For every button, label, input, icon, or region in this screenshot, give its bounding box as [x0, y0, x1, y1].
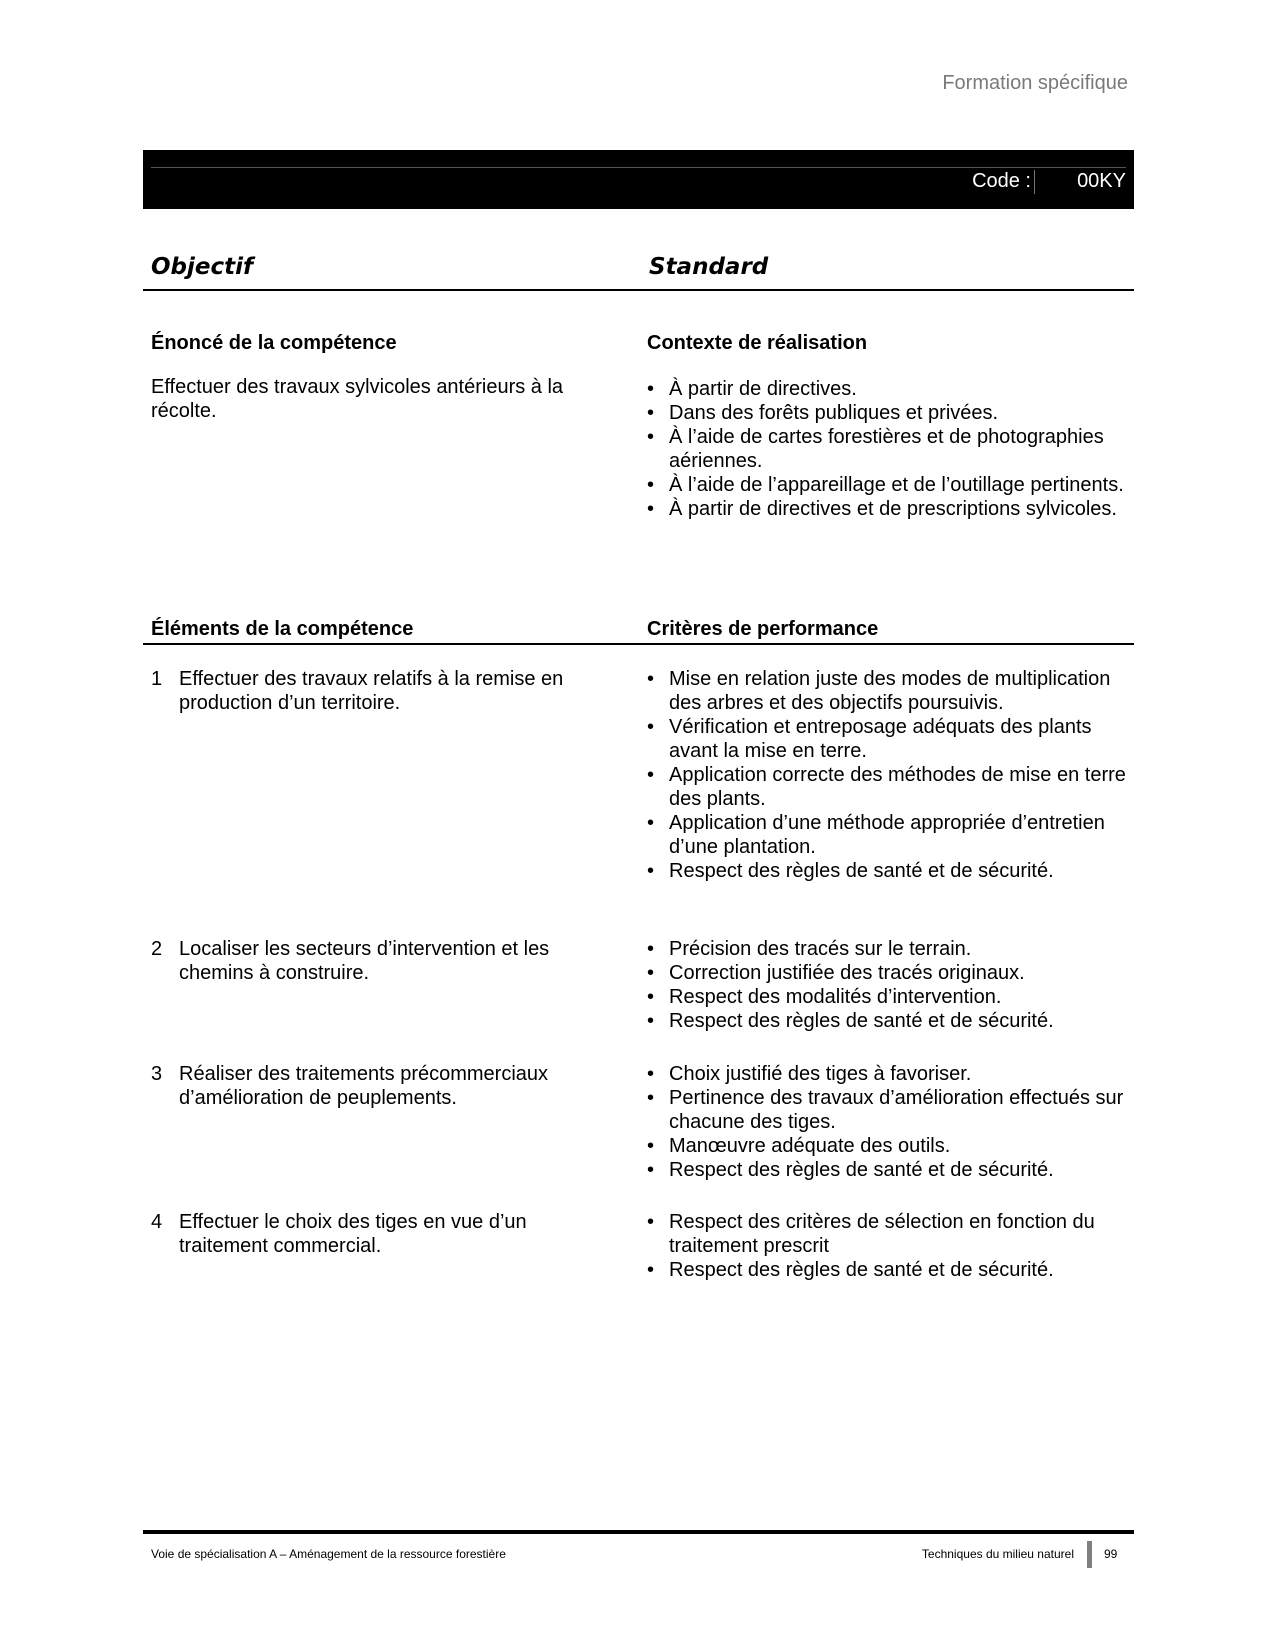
contexte-block — [647, 331, 1134, 521]
list-item: • Respect des critères de sélection en fonction du traitement prescrit — [647, 1210, 1134, 1258]
element-text: Localiser les secteurs d’intervention et les chemins à construire. — [179, 938, 550, 984]
element-4 — [151, 1210, 591, 1258]
code-value: 00KY — [1077, 170, 1126, 192]
enonce-title: Énoncé de la compétence — [151, 332, 397, 354]
list-item: • Manœuvre adéquate des outils. — [647, 1134, 1134, 1158]
standard-heading: Standard — [649, 254, 769, 280]
list-item: • À partir de directives. — [647, 377, 1134, 401]
criteria-list-4 — [647, 1210, 1134, 1282]
list-item: • À l’aide de cartes forestières et de photographies aériennes. — [647, 425, 1134, 473]
criteria-list-1 — [647, 667, 1134, 883]
element-number: 4 — [151, 1211, 163, 1233]
list-item: • Choix justifié des tiges à favoriser. — [647, 1062, 1134, 1086]
criteria-list-3 — [647, 1062, 1134, 1182]
contexte-list — [647, 377, 1134, 521]
code-divider — [1034, 170, 1035, 194]
code-bar-line — [151, 167, 1126, 168]
list-item: • Application d’une méthode appropriée d’entretien d’une plantation. — [647, 811, 1134, 859]
code-label: Code : — [972, 170, 1031, 192]
element-1 — [151, 667, 591, 715]
element-number: 3 — [151, 1063, 163, 1085]
criteria-list-2 — [647, 937, 1134, 1033]
objectif-heading: Objectif — [151, 254, 254, 280]
code-bar — [143, 150, 1134, 209]
page-number: 99 — [1104, 1547, 1118, 1561]
element-3 — [151, 1062, 591, 1110]
criteres-title: Critères de performance — [647, 618, 879, 640]
list-item: • Précision des tracés sur le terrain. — [647, 937, 1134, 961]
elements-rule — [143, 643, 1134, 645]
list-item: • Dans des forêts publiques et privées. — [647, 401, 1134, 425]
list-item: • Respect des règles de santé et de sécurité. — [647, 859, 1134, 883]
list-item: • Application correcte des méthodes de mise en terre des plants. — [647, 763, 1134, 811]
list-item: • Respect des règles de santé et de sécurité. — [647, 1009, 1134, 1033]
running-head: Formation spécifique — [942, 72, 1128, 94]
contexte-title: Contexte de réalisation — [647, 332, 868, 354]
list-item: • À partir de directives et de prescriptions sylvicoles. — [647, 497, 1134, 521]
list-item: • À l’aide de l’appareillage et de l’outillage pertinents. — [647, 473, 1134, 497]
footer-separator — [1087, 1541, 1092, 1568]
element-2 — [151, 937, 591, 985]
enonce-block — [151, 331, 591, 423]
elements-title: Éléments de la compétence — [151, 618, 414, 640]
list-item: • Vérification et entreposage adéquats des plants avant la mise en terre. — [647, 715, 1134, 763]
element-text: Réaliser des traitements précommerciaux d’amélioration de peuplements. — [179, 1063, 549, 1109]
footer-right-text: Techniques du milieu naturel — [921, 1547, 1074, 1561]
footer-left-text: Voie de spécialisation A – Aménagement de la ressource forestière — [151, 1547, 506, 1561]
enonce-text: Effectuer des travaux sylvicoles antérieurs à la récolte. — [151, 376, 564, 422]
list-item: • Correction justifiée des tracés originaux. — [647, 961, 1134, 985]
list-item: • Respect des modalités d’intervention. — [647, 985, 1134, 1009]
list-item: • Mise en relation juste des modes de multiplication des arbres et des objectifs poursuivis. — [647, 667, 1134, 715]
list-item: • Respect des règles de santé et de sécurité. — [647, 1158, 1134, 1182]
footer-rule — [143, 1530, 1134, 1534]
element-number: 2 — [151, 938, 163, 960]
element-number: 1 — [151, 668, 163, 690]
list-item: • Pertinence des travaux d’amélioration effectués sur chacune des tiges. — [647, 1086, 1134, 1134]
list-item: • Respect des règles de santé et de sécurité. — [647, 1258, 1134, 1282]
element-text: Effectuer le choix des tiges en vue d’un traitement commercial. — [179, 1211, 527, 1257]
element-text: Effectuer des travaux relatifs à la remise en production d’un territoire. — [179, 668, 564, 714]
section-headings — [143, 254, 1134, 291]
